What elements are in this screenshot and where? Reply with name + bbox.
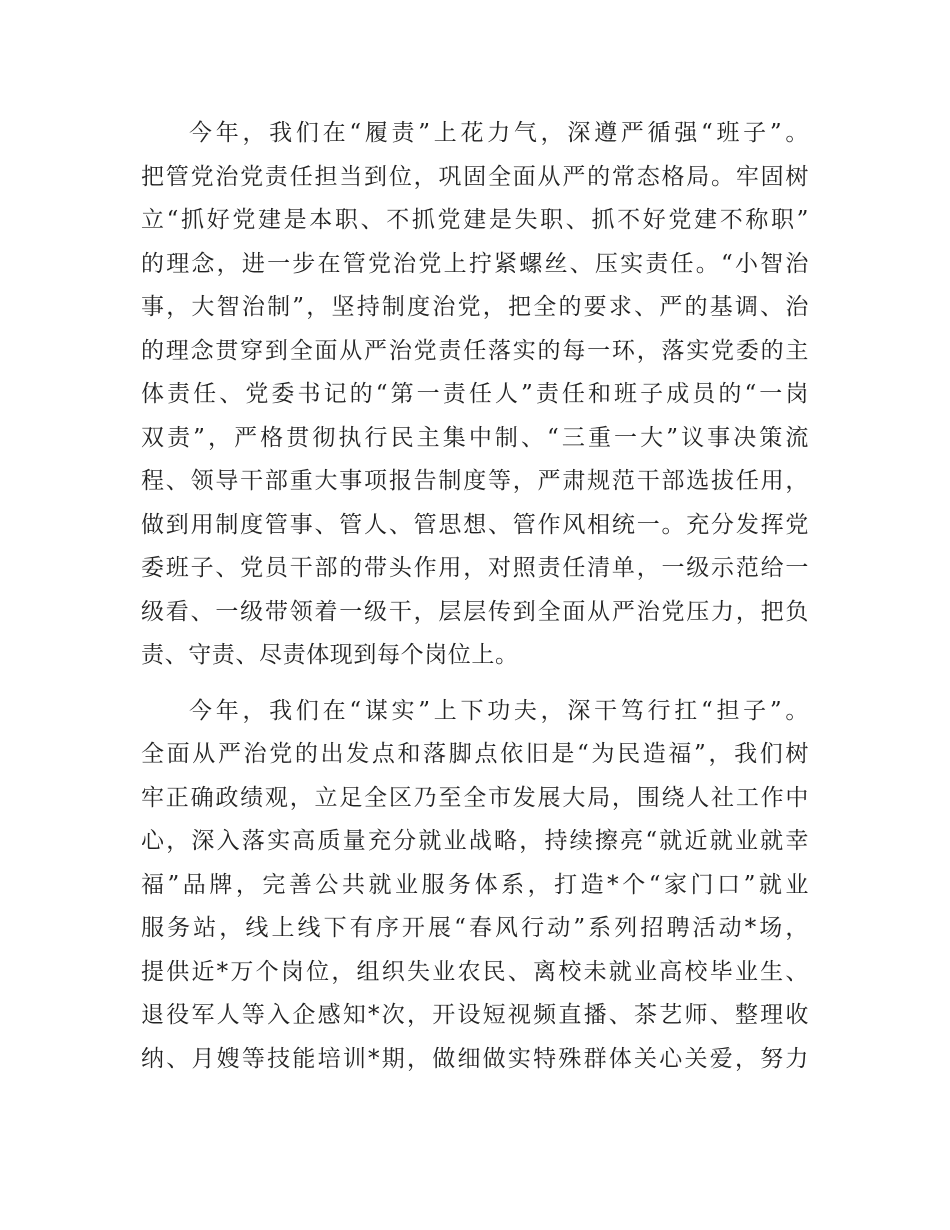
text-line: 全面从严治党的出发点和落脚点依旧是“为民造福”，我们树 [141, 741, 809, 767]
text-line: 牢正确政绩观，立足全区乃至全市发展大局，围绕人社工作中 [141, 784, 809, 811]
text-line: 做到用制度管事、管人、管思想、管作风相统一。充分发挥党 [141, 511, 809, 538]
text-line: 程、领导干部重大事项报告制度等，严肃规范干部选拔任用， [141, 468, 809, 494]
paragraph-2 [141, 690, 809, 1082]
text-line: 级看、一级带领着一级干，层层传到全面从严治党压力，把负 [141, 598, 809, 625]
document-body [141, 112, 809, 1081]
text-line: 服务站，线上线下有序开展“春风行动”系列招聘活动*场， [141, 915, 809, 941]
text-line: 责、守责、尽责体现到每个岗位上。 [141, 642, 519, 668]
text-line: 纳、月嫂等技能培训*期，做细做实特殊群体关心关爱，努力 [141, 1045, 809, 1072]
text-line: 今年，我们在“履责”上花力气，深遵严循强“班子”。 [189, 120, 809, 146]
text-line: 事，大智治制”，坚持制度治党，把全的要求、严的基调、治 [141, 294, 809, 320]
paragraph-1 [141, 112, 809, 678]
text-line: 今年，我们在“谋实”上下功夫，深干笃行扛“担子”。 [189, 697, 809, 724]
text-line: 退役军人等入企感知*次，开设短视频直播、茶艺师、整理收 [141, 1002, 809, 1028]
text-line: 把管党治党责任担当到位，巩固全面从严的常态格局。牢固树 [141, 163, 809, 190]
text-line: 体责任、党委书记的“第一责任人”责任和班子成员的“一岗 [141, 381, 809, 407]
text-line: 心，深入落实高质量充分就业战略，持续擦亮“就近就业就幸 [141, 828, 809, 854]
text-line: 立“抓好党建是本职、不抓党建是失职、抓不好党建不称职” [141, 207, 809, 233]
paragraph-spacer [141, 678, 809, 690]
text-line: 双责”，严格贯彻执行民主集中制、“三重一大”议事决策流 [141, 424, 809, 451]
text-line: 提供近*万个岗位，组织失业农民、离校未就业高校毕业生、 [141, 958, 809, 985]
text-line: 的理念，进一步在管党治党上拧紧螺丝、压实责任。“小智治 [141, 250, 809, 277]
text-line: 的理念贯穿到全面从严治党责任落实的每一环，落实党委的主 [141, 337, 809, 364]
text-line: 福”品牌，完善公共就业服务体系，打造*个“家门口”就业 [141, 871, 809, 898]
text-line: 委班子、党员干部的带头作用，对照责任清单，一级示范给一 [141, 555, 809, 581]
